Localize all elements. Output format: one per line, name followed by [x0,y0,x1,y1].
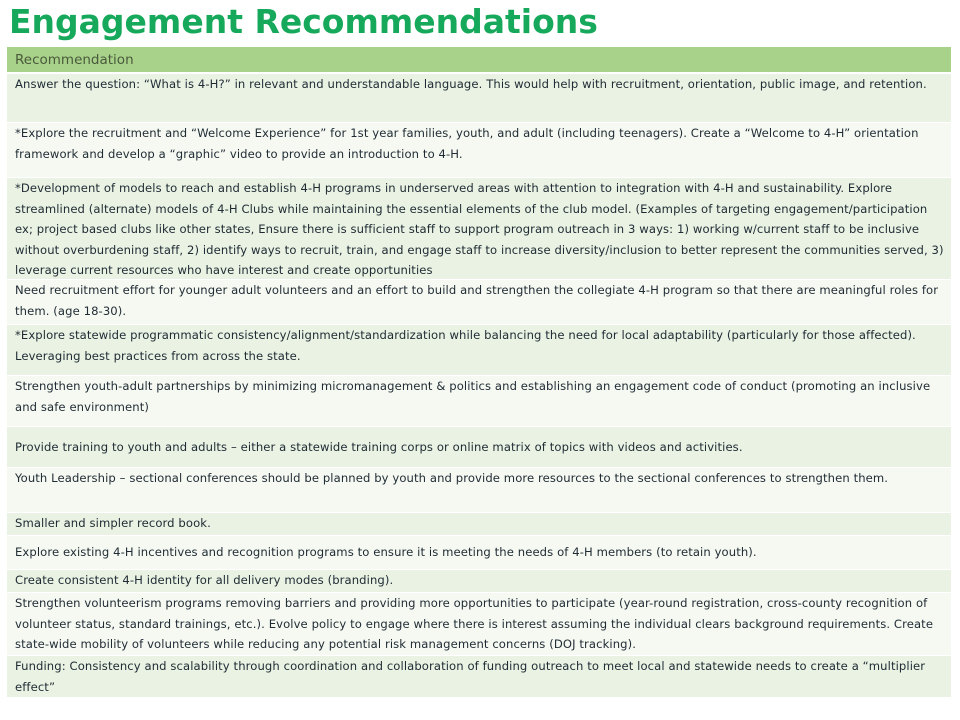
table-row [7,178,951,280]
table-row [7,123,951,178]
recommendation-text: Answer the question: “What is 4-H?” in relevant and understandable language. This would help with recruitment, orientation, public image, and retention. [15,77,927,91]
table-row [7,593,951,656]
recommendation-cell [7,280,951,325]
table-row [7,570,951,593]
table-row [7,656,951,698]
recommendation-cell [7,656,951,698]
column-header-recommendation: Recommendation [7,47,951,73]
recommendation-text: *Development of models to reach and establish 4-H programs in underserved areas with attention to integration with 4-H and sustainability. Explore streamlined (alternate) models of 4-H Clubs while maintaining the essential elements of the club model. (Examples of targeting engagement/participation ex; project based clubs like other states, Ensure there is sufficient staff to support program outreach in 3 ways: 1) working w/current staff to be inclusive without overburdening staff, 2) identify ways to recruit, train, and engage staff to increase diversity/inclusion to better represent the communities served, 3) leverage current resources who have interest and create opportunities [15,181,944,278]
recommendation-cell [7,536,951,570]
recommendation-text: Provide training to youth and adults – either a statewide training corps or online matrix of topics with videos and activities. [15,439,743,454]
table-header-row [7,47,951,73]
recommendation-cell [7,593,951,656]
recommendation-text: Strengthen youth-adult partnerships by minimizing micromanagement & politics and establishing an engagement code of conduct (promoting an inclusive and safe environment) [15,379,931,414]
recommendations-table [7,47,951,698]
slide-title: Engagement Recommendations [9,2,598,41]
recommendation-text: Funding: Consistency and scalability through coordination and collaboration of funding outreach to meet local and statewide needs to create a “multiplier effect” [15,659,926,694]
recommendation-text: Need recruitment effort for younger adult volunteers and an effort to build and strengthen the collegiate 4-H program so that there are meaningful roles for them. (age 18-30). [15,283,939,318]
recommendation-text: Strengthen volunteerism programs removing barriers and providing more opportunities to participate (year-round registration, cross-county recognition of volunteer status, standard trainings, etc.). Evolve policy to engage where there is interest assuming the individual clears background requirements. Create state-wide mobility of volunteers while reducing any potential risk management concerns (DOJ tracking). [15,596,934,652]
table-row [7,325,951,376]
table-row [7,73,951,123]
recommendation-text: Smaller and simpler record book. [15,516,211,530]
recommendation-text: *Explore the recruitment and “Welcome Experience” for 1st year families, youth, and adult (including teenagers). Create a “Welcome to 4-H” orientation framework and develop a “graphic” video to provide an introduction to 4-H. [15,126,919,161]
table-row [7,376,951,427]
recommendation-cell [7,123,951,178]
recommendation-cell [7,468,951,513]
table-row [7,513,951,536]
recommendation-cell [7,513,951,536]
recommendation-cell [7,178,951,280]
recommendation-text: *Explore statewide programmatic consistency/alignment/standardization while balancing the need for local adaptability (particularly for those affected). Leveraging best practices from across the state. [15,328,916,363]
recommendation-text: Create consistent 4-H identity for all delivery modes (branding). [15,573,394,587]
recommendation-cell [7,376,951,427]
recommendation-text: Youth Leadership – sectional conferences should be planned by youth and provide more resources to the sectional conferences to strengthen them. [15,471,889,485]
table-row [7,536,951,570]
recommendation-cell [7,73,951,123]
table-row [7,280,951,325]
recommendation-text: Explore existing 4-H incentives and recognition programs to ensure it is meeting the needs of 4-H members (to retain youth). [15,545,757,560]
recommendation-cell [7,325,951,376]
recommendation-cell [7,427,951,468]
recommendation-cell [7,570,951,593]
table-row [7,468,951,513]
table-row [7,427,951,468]
